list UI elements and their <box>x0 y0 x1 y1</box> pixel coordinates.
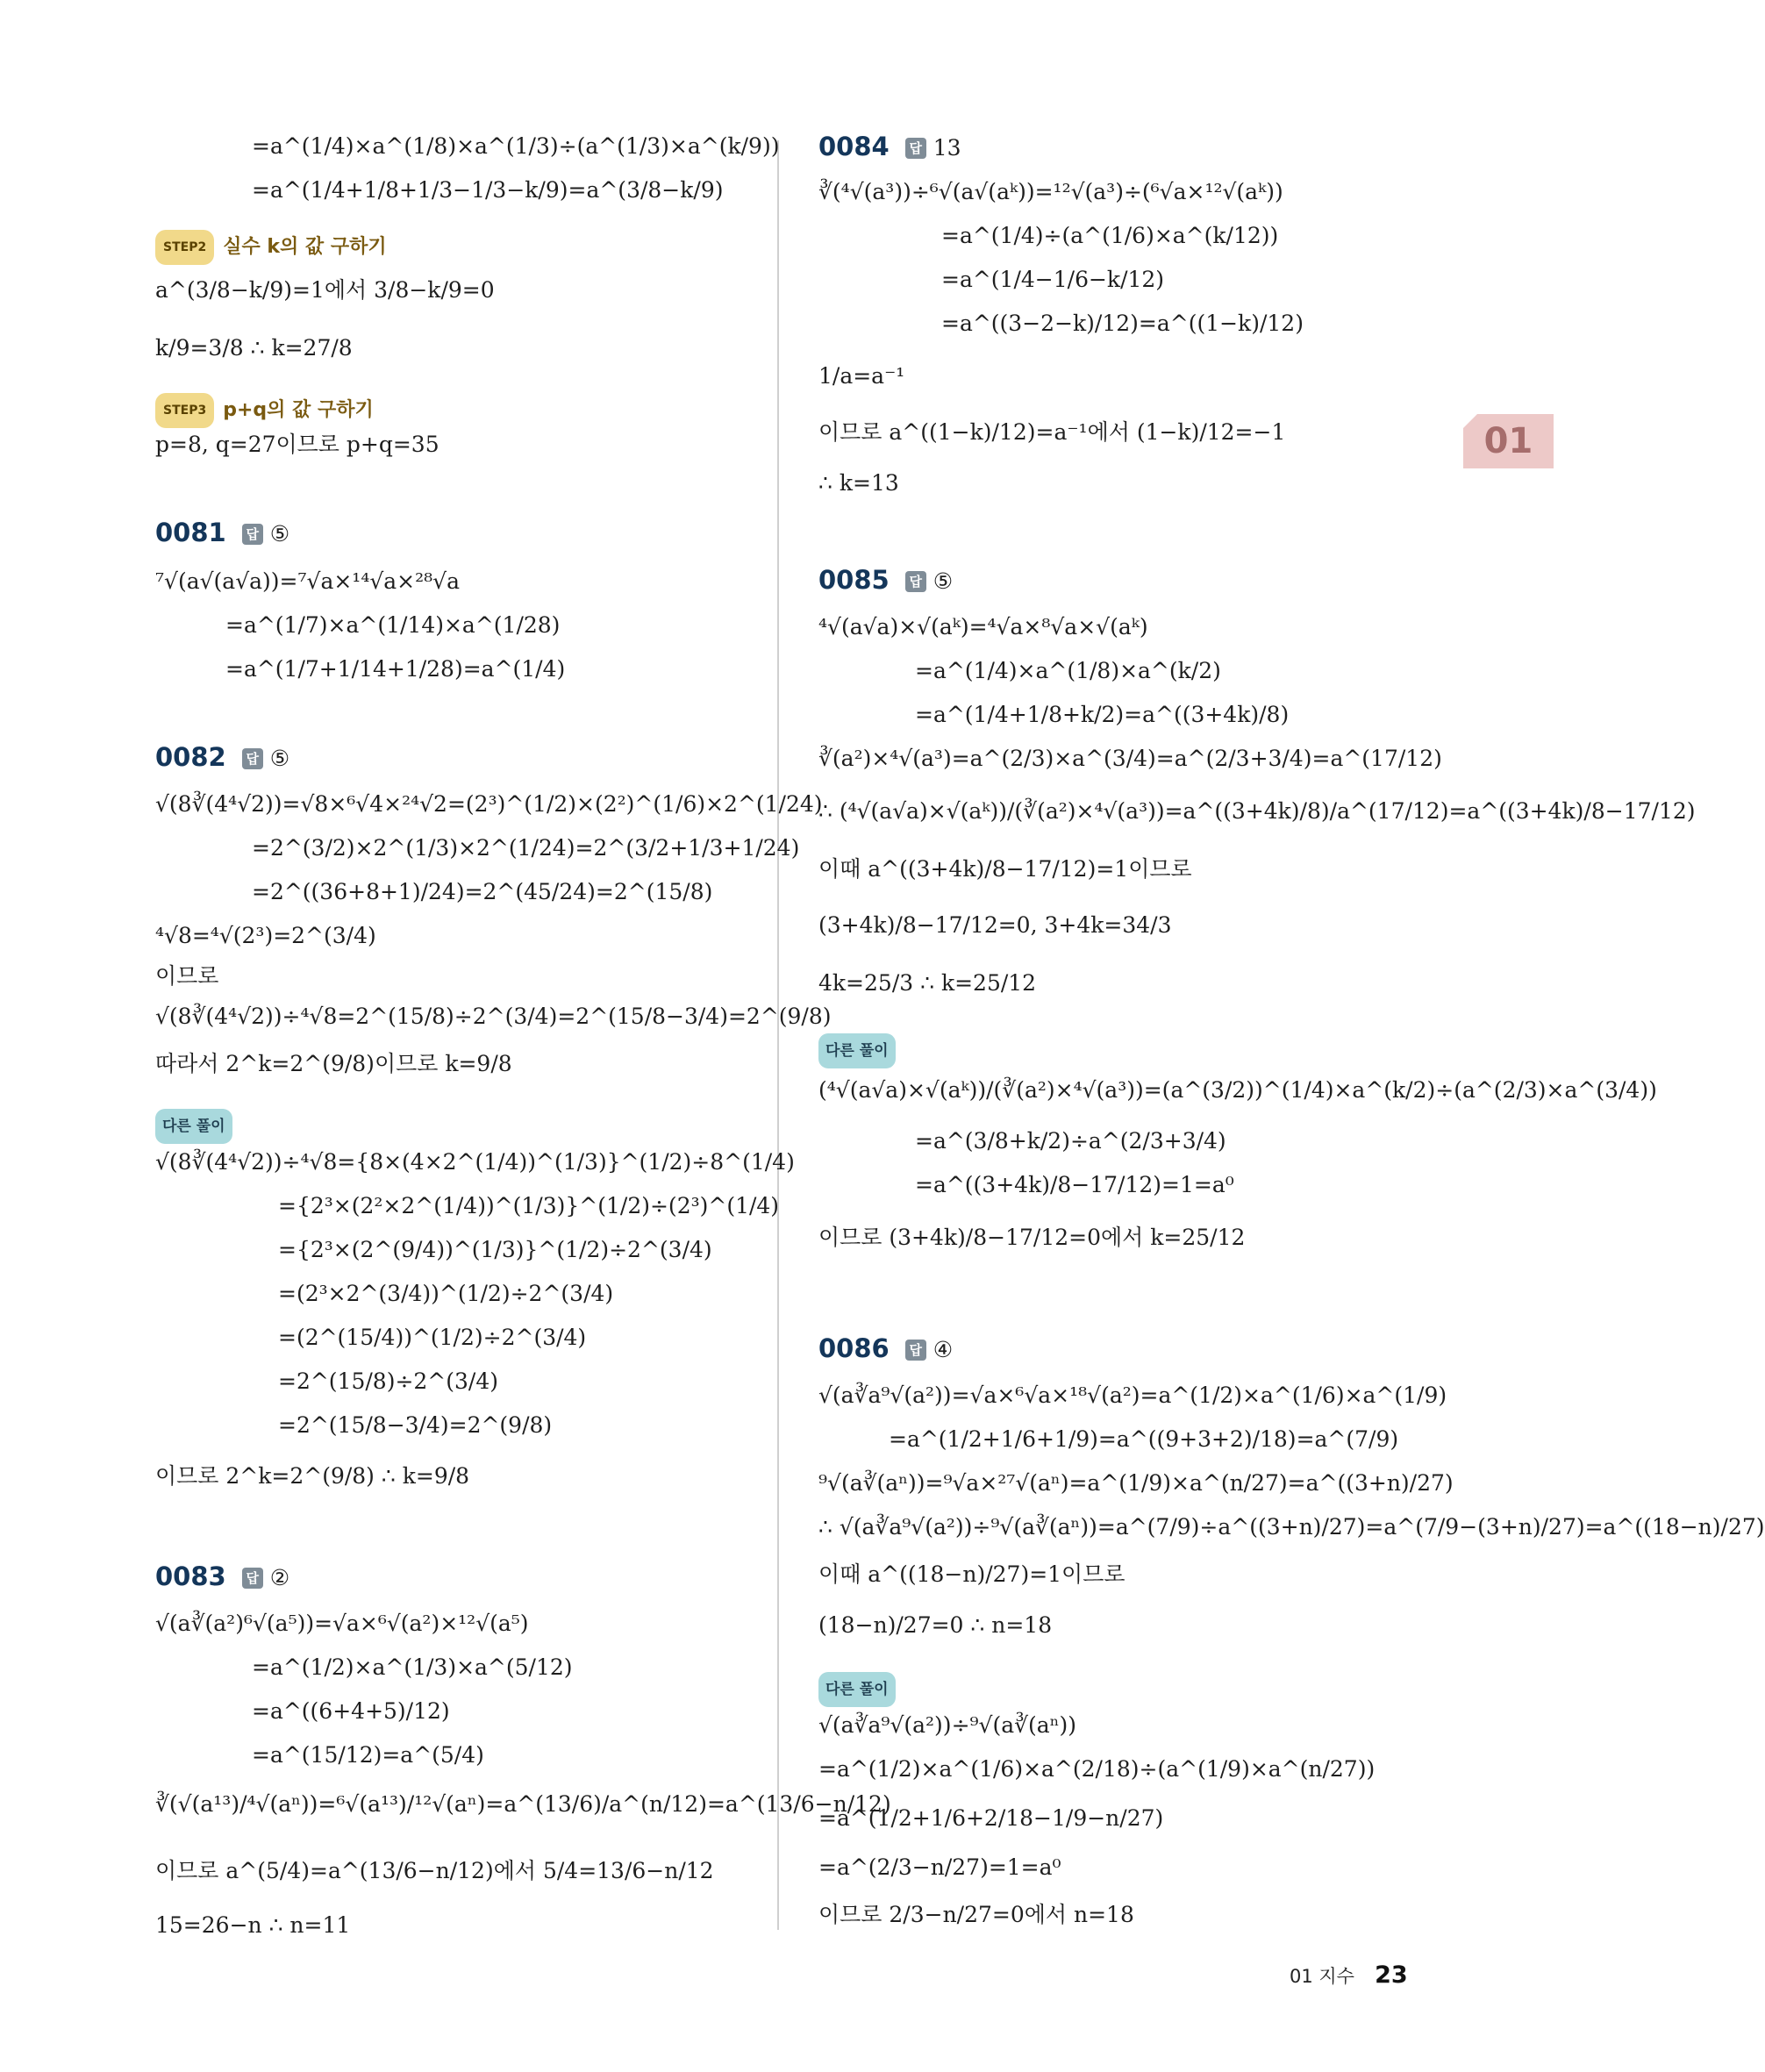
problem-header <box>818 132 961 163</box>
math-line: =2^(15/8)÷2^(3/4) <box>278 1368 498 1394</box>
math-line: (3+4k)/8−17/12=0, 3+4k=34/3 <box>818 912 1172 938</box>
math-line: ={2³×(2²×2^(1/4))^(1/3)}^(1/2)÷(2³)^(1/4) <box>278 1193 780 1218</box>
math-line: =a^(1/2+1/6+2/18−1/9−n/27) <box>818 1805 1164 1831</box>
math-line: =a^(15/12)=a^(5/4) <box>252 1742 484 1768</box>
math-line: =a^(1/4+1/8+1/3−1/3−k/9)=a^(3/8−k/9) <box>252 177 724 203</box>
math-line: 이므로 (3+4k)/8−17/12=0에서 k=25/12 <box>818 1225 1246 1250</box>
problem-number: 0082 <box>155 742 226 772</box>
problem-header <box>155 742 289 774</box>
math-line: √(8∛(4⁴√2))÷⁴√8={8×(4×2^(1/4))^(1/3)}^(1/2)÷8^(1/4) <box>155 1149 795 1175</box>
math-line: ∛(⁴√(a³))÷⁶√(a√(aᵏ))=¹²√(a³)÷(⁶√a×¹²√(aᵏ)) <box>818 179 1283 204</box>
math-line: 따라서 2^k=2^(9/8)이므로 k=9/8 <box>155 1051 512 1076</box>
step-title: p+q의 값 구하기 <box>223 399 374 421</box>
alternative-solution-label <box>155 1109 232 1144</box>
math-line: √(a∛a⁹√(a²))÷⁹√(a∛(aⁿ)) <box>818 1712 1077 1738</box>
answer-badge-icon: 답 <box>242 524 263 545</box>
step-heading <box>155 393 374 428</box>
math-line: ∴ (⁴√(a√a)×√(aᵏ))/(∛(a²)×⁴√(a³))=a^((3+4k)/8)/a^(17/12)=a^((3+4k)/8−17/12) <box>818 798 1696 824</box>
problem-number: 0085 <box>818 565 890 595</box>
chapter-tab-corner <box>1463 414 1477 428</box>
math-line: (18−n)/27=0 ∴ n=18 <box>818 1612 1053 1638</box>
math-line: 이므로 a^(5/4)=a^(13/6−n/12)에서 5/4=13/6−n/12 <box>155 1858 714 1883</box>
math-line: =2^((36+8+1)/24)=2^(45/24)=2^(15/8) <box>252 879 713 904</box>
answer-badge-icon: 답 <box>242 1568 263 1589</box>
math-line: =a^(1/7)×a^(1/14)×a^(1/28) <box>225 612 561 638</box>
math-line: ⁹√(a∛(aⁿ))=⁹√a×²⁷√(aⁿ)=a^(1/9)×a^(n/27)=a^((3+n)/27) <box>818 1470 1454 1496</box>
math-line: √(8∛(4⁴√2))÷⁴√8=2^(15/8)÷2^(3/4)=2^(15/8−3/4)=2^(9/8) <box>155 1004 832 1029</box>
math-line: 1/a=a⁻¹ <box>818 363 905 389</box>
math-line: =2^(3/2)×2^(1/3)×2^(1/24)=2^(3/2+1/3+1/24) <box>252 835 800 861</box>
alternative-solution-label <box>818 1672 896 1707</box>
problem-header <box>818 1333 953 1365</box>
math-line: 이므로 <box>155 963 219 989</box>
answer-value: 13 <box>933 135 961 161</box>
math-line: =a^(1/2+1/6+1/9)=a^((9+3+2)/18)=a^(7/9) <box>889 1426 1399 1452</box>
math-line: =(2^(15/4))^(1/2)÷2^(3/4) <box>278 1325 587 1350</box>
answer-badge-icon: 답 <box>905 571 926 592</box>
math-line: 이므로 2^k=2^(9/8) ∴ k=9/8 <box>155 1463 470 1489</box>
math-line: ∛(√(a¹³)/⁴√(aⁿ))=⁶√(a¹³)/¹²√(aⁿ)=a^(13/6)/a^(n/12)=a^(13/6−n/12) <box>155 1791 891 1817</box>
math-line: 4k=25/3 ∴ k=25/12 <box>818 970 1037 996</box>
answer-value: ⑤ <box>269 521 290 547</box>
problem-number: 0086 <box>818 1333 890 1363</box>
math-line: =a^(1/4)÷(a^(1/6)×a^(k/12)) <box>941 223 1279 248</box>
math-line: √(a∛(a²)⁶√(a⁵))=√a×⁶√(a²)×¹²√(a⁵) <box>155 1611 529 1636</box>
math-line: =a^((3+4k)/8−17/12)=1=a⁰ <box>915 1172 1234 1197</box>
answer-value: ② <box>269 1565 290 1590</box>
math-line: a^(3/8−k/9)=1에서 3/8−k/9=0 <box>155 277 495 303</box>
math-line: p=8, q=27이므로 p+q=35 <box>155 432 439 457</box>
math-line: =(2³×2^(3/4))^(1/2)÷2^(3/4) <box>278 1281 614 1306</box>
step-badge: STEP3 <box>155 393 214 428</box>
math-line: ⁷√(a√(a√a))=⁷√a×¹⁴√a×²⁸√a <box>155 568 460 594</box>
chapter-side-tab: 01 <box>1463 414 1554 468</box>
math-line: 이때 a^((3+4k)/8−17/12)=1이므로 <box>818 856 1192 882</box>
math-line: ∴ k=13 <box>818 470 899 496</box>
problem-number: 0084 <box>818 132 890 161</box>
answer-value: ⑤ <box>269 746 290 771</box>
math-line: =a^((3−2−k)/12)=a^((1−k)/12) <box>941 311 1304 336</box>
step-title: 실수 k의 값 구하기 <box>223 236 387 258</box>
problem-header <box>155 1561 289 1593</box>
answer-value: ④ <box>933 1337 954 1362</box>
math-line: =a^(1/2)×a^(1/3)×a^(5/12) <box>252 1654 573 1680</box>
math-line: =2^(15/8−3/4)=2^(9/8) <box>278 1412 553 1438</box>
math-line: ⁴√8=⁴√(2³)=2^(3/4) <box>155 923 376 948</box>
math-line: ⁴√(a√a)×√(aᵏ)=⁴√a×⁸√a×√(aᵏ) <box>818 614 1148 639</box>
problem-header <box>818 565 953 597</box>
math-line: ={2³×(2^(9/4))^(1/3)}^(1/2)÷2^(3/4) <box>278 1237 712 1262</box>
problem-number: 0083 <box>155 1561 226 1591</box>
math-line: √(8∛(4⁴√2))=√8×⁶√4×²⁴√2=(2³)^(1/2)×(2²)^(1/6)×2^(1/24) <box>155 791 823 817</box>
math-line: =a^(1/4)×a^(1/8)×a^(1/3)÷(a^(1/3)×a^(k/9)) <box>252 133 780 159</box>
math-line: =a^(1/2)×a^(1/6)×a^(2/18)÷(a^(1/9)×a^(n/27)) <box>818 1756 1376 1782</box>
math-line: √(a∛a⁹√(a²))=√a×⁶√a×¹⁸√(a²)=a^(1/2)×a^(1/6)×a^(1/9) <box>818 1383 1447 1408</box>
math-line: 이때 a^((18−n)/27)=1이므로 <box>818 1561 1125 1587</box>
page-number: 23 <box>1375 1961 1408 1989</box>
math-line: k/9=3/8 ∴ k=27/8 <box>155 335 353 361</box>
column-divider <box>777 140 779 1930</box>
answer-badge-icon: 답 <box>905 1340 926 1361</box>
alt-badge: 다른 풀이 <box>818 1033 896 1068</box>
math-line: 15=26−n ∴ n=11 <box>155 1912 351 1938</box>
alt-badge: 다른 풀이 <box>155 1109 232 1144</box>
math-line: ∴ √(a∛a⁹√(a²))÷⁹√(a∛(aⁿ))=a^(7/9)÷a^((3+n)/27)=a^(7/9−(3+n)/27)=a^((18−n)/27) <box>818 1514 1765 1540</box>
answer-badge-icon: 답 <box>905 138 926 159</box>
answer-value: ⑤ <box>933 568 954 594</box>
math-line: ∛(a²)×⁴√(a³)=a^(2/3)×a^(3/4)=a^(2/3+3/4)=a^(17/12) <box>818 746 1442 771</box>
step-heading <box>155 230 387 265</box>
math-line: =a^(1/4−1/6−k/12) <box>941 267 1165 292</box>
math-line: =a^((6+4+5)/12) <box>252 1698 450 1724</box>
alternative-solution-label <box>818 1033 896 1068</box>
footer-chapter: 01 지수 <box>1290 1966 1354 1987</box>
step-badge: STEP2 <box>155 230 214 265</box>
math-line: 이므로 2/3−n/27=0에서 n=18 <box>818 1902 1134 1927</box>
math-line: =a^(1/7+1/14+1/28)=a^(1/4) <box>225 656 566 682</box>
math-line: =a^(1/4+1/8+k/2)=a^((3+4k)/8) <box>915 702 1290 727</box>
problem-number: 0081 <box>155 518 226 547</box>
math-line: (⁴√(a√a)×√(aᵏ))/(∛(a²)×⁴√(a³))=(a^(3/2))^(1/4)×a^(k/2)÷(a^(2/3)×a^(3/4)) <box>818 1077 1657 1103</box>
math-line: =a^(1/4)×a^(1/8)×a^(k/2) <box>915 658 1221 683</box>
math-line: =a^(2/3−n/27)=1=a⁰ <box>818 1854 1061 1880</box>
problem-header <box>155 518 289 549</box>
alt-badge: 다른 풀이 <box>818 1672 896 1707</box>
answer-badge-icon: 답 <box>242 748 263 769</box>
math-line: =a^(3/8+k/2)÷a^(2/3+3/4) <box>915 1128 1226 1154</box>
page-footer <box>1290 1961 1408 1989</box>
math-line: 이므로 a^((1−k)/12)=a⁻¹에서 (1−k)/12=−1 <box>818 419 1286 445</box>
